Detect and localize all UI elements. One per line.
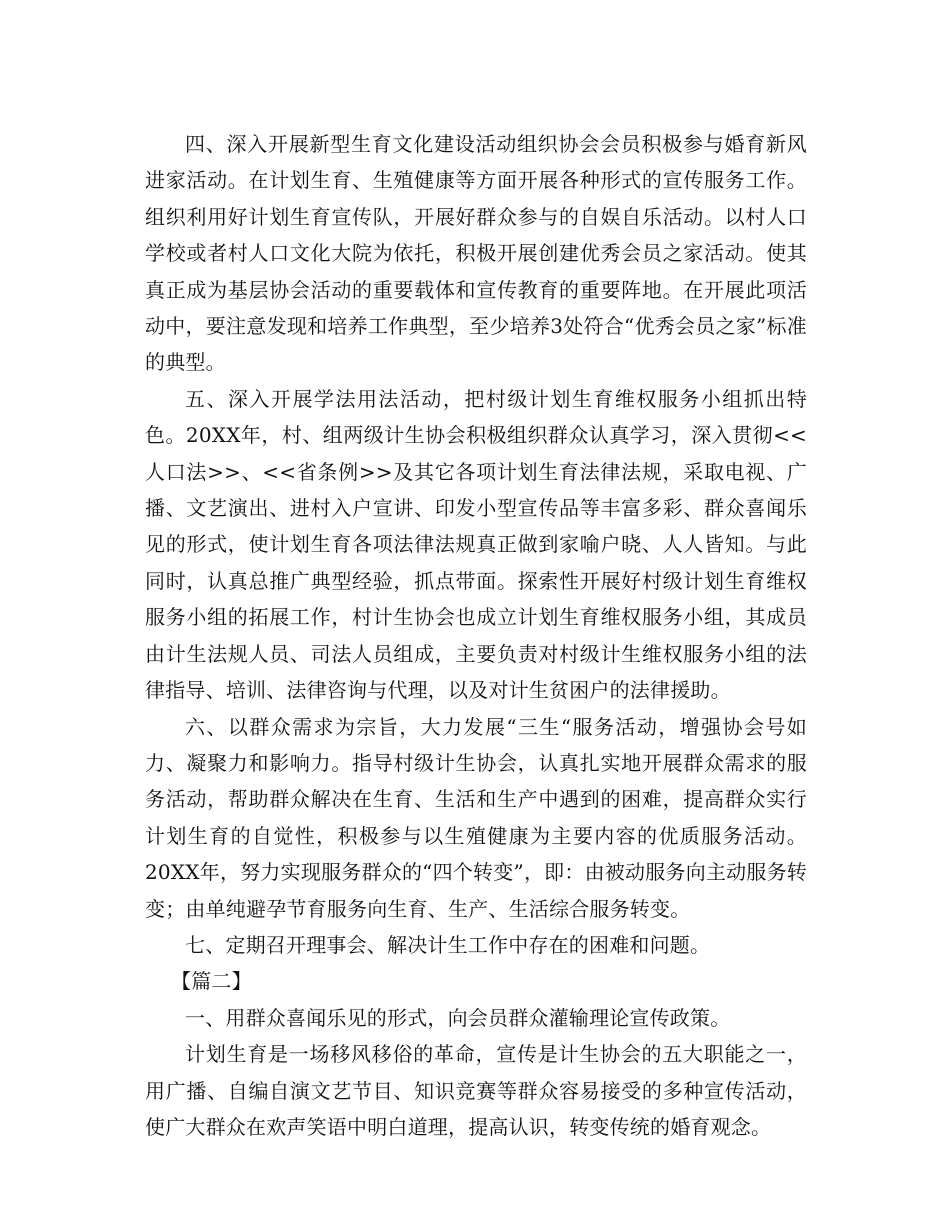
document-body <box>145 126 807 1145</box>
section-heading: 【篇二】 <box>171 969 252 994</box>
paragraph-part2-2: 计划生育是一场移风移俗的革命，宣传是计生协会的五大职能之一，用广播、自编自演文艺节目、知识竞赛等群众容易接受的多种宣传活动，使广大群众在欢声笑语中明白道理，提高认识，转变传统的婚育观念。 <box>145 1042 807 1139</box>
paragraph-section-6: 六、以群众需求为宗旨，大力发展“三生“服务活动，增强协会号如力、凝聚力和影响力。指导村级计生协会，认真扎实地开展群众需求的服务活动，帮助群众解决在生育、生活和生产中遇到的困难，提高群众实行计划生育的自觉性，积极参与以生殖健康为主要内容的优质服务活动。20XX年，努力实现服务群众的“四个转变”，即：由被动服务向主动服务转变；由单纯避孕节育服务向生育、生产、生活综合服务转变。 <box>145 714 807 921</box>
paragraph-part2-1: 一、用群众喜闻乐见的形式，向会员群众灌输理论宣传政策。 <box>185 1005 731 1030</box>
paragraph-section-4: 四、深入开展新型生育文化建设活动组织协会会员积极参与婚育新风进家活动。在计划生育、生殖健康等方面开展各种形式的宣传服务工作。组织利用好计划生育宣传队，开展好群众参与的自娱自乐活动。以村人口学校或者村人口文化大院为依托，积极开展创建优秀会员之家活动。使其真正成为基层协会活动的重要载体和宣传教育的重要阵地。在开展此项活动中，要注意发现和培养工作典型，至少培养3处符合“优秀会员之家”标准的典型。 <box>145 132 807 375</box>
paragraph-section-7: 七、定期召开理事会、解决计生工作中存在的困难和问题。 <box>185 932 711 957</box>
paragraph-section-5: 五、深入开展学法用法活动，把村级计划生育维权服务小组抓出特色。20XX年，村、组两级计生协会积极组织群众认真学习，深入贯彻<<人口法>>、<<省条例>>及其它各项计划生育法律法规，采取电视、广播、文艺演出、进村入户宣讲、印发小型宣传品等丰富多彩、群众喜闻乐见的形式，使计划生育各项法律法规真正做到家喻户晓、人人皆知。与此同时，认真总推广典型经验，抓点带面。探索性开展好村级计划生育维权服务小组的拓展工作，村计生协会也成立计划生育维权服务小组，其成员由计生法规人员、司法人员组成，主要负责对村级计生维权服务小组的法律指导、培训、法律咨询与代理，以及对计生贫困户的法律援助。 <box>145 386 807 703</box>
